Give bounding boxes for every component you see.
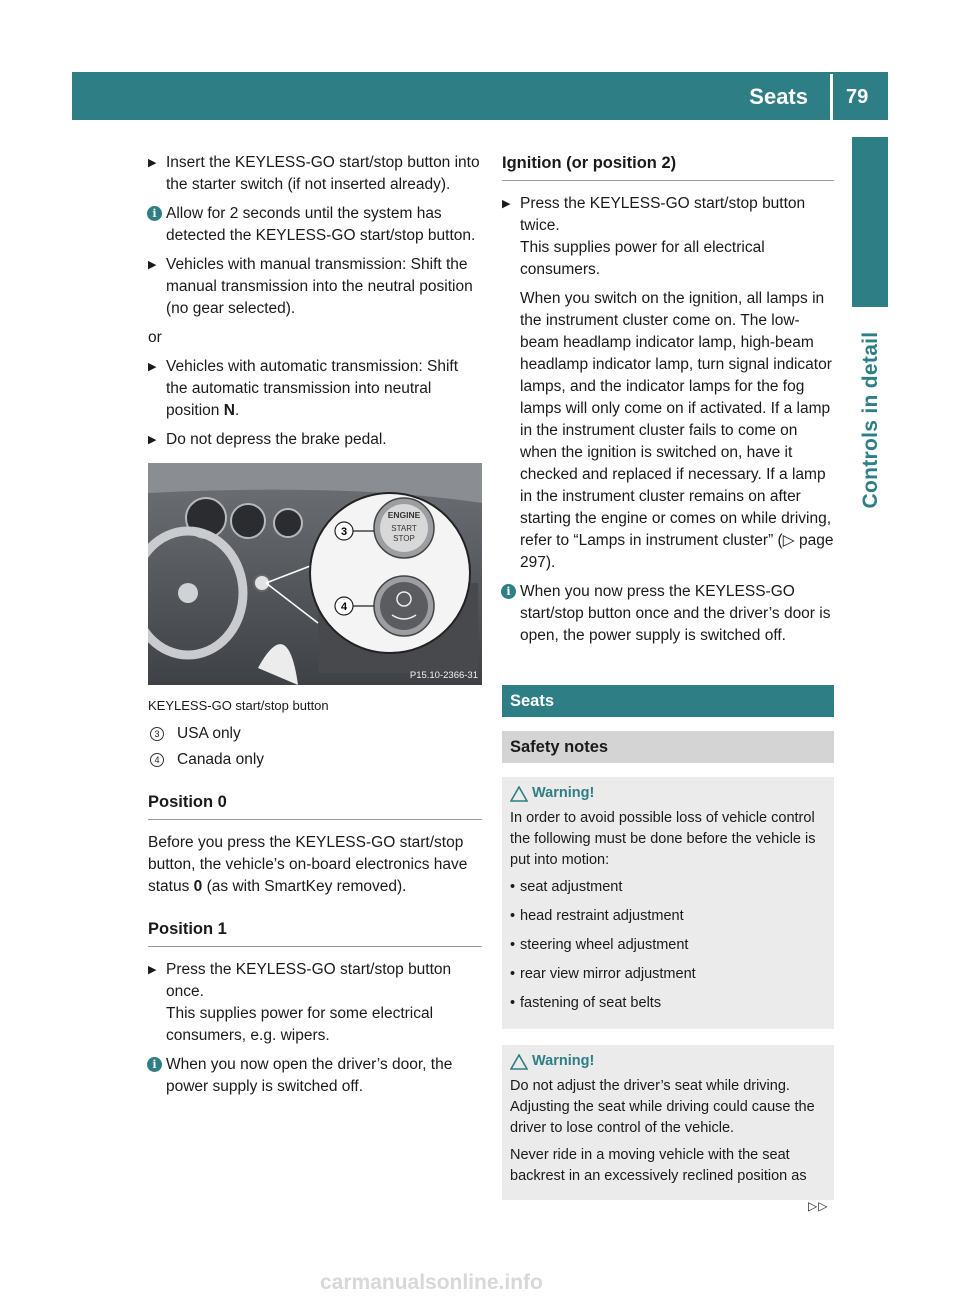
warning-triangle-icon — [510, 786, 528, 802]
info-note: i Allow for 2 seconds until the system has detected the KEYLESS-GO start/stop button. — [148, 203, 482, 247]
warning-text: Do not adjust the driver’s seat while driving. Adjusting the seat while driving could cause the driver to lose control of the vehicle. — [510, 1078, 815, 1136]
legend-number: 3 — [150, 727, 164, 741]
step-manual-transmission: ▶ Vehicles with manual transmission: Shift the manual transmission into the neutral position (no gear selected). — [148, 256, 473, 317]
step-arrow-icon: ▶ — [148, 157, 157, 169]
info-icon: i — [147, 206, 162, 221]
legend-label: USA only — [177, 725, 241, 742]
chapter-side-tab — [855, 320, 887, 520]
step-press-once: ▶ Press the KEYLESS-GO start/stop button once. This supplies power for some electrical consumers, e.g. wipers. — [148, 961, 452, 1044]
legend-label: Canada only — [177, 751, 265, 768]
chapter-label: Controls in detail — [859, 331, 882, 509]
position-0-text: Before you press the KEYLESS-GO start/stop button, the vehicle’s on-board electronics have status 0 (as with SmartKey removed). — [148, 834, 468, 895]
continue-arrows-icon: ▷▷ — [808, 1199, 829, 1213]
section-band-seats: Seats — [502, 685, 834, 717]
step-insert-key: ▶ Insert the KEYLESS-GO start/stop button into the starter switch (if not inserted already). — [148, 154, 480, 193]
step-arrow-icon: ▶ — [148, 259, 157, 271]
legend-item — [148, 749, 482, 771]
legend-item — [148, 723, 482, 745]
section-band-safety-notes: Safety notes — [502, 731, 834, 763]
warning-text: Never ride in a moving vehicle with the seat backrest in an excessively reclined position as — [510, 1147, 807, 1184]
list-item: • steering wheel adjustment — [510, 935, 826, 956]
warning-title: Warning! — [510, 1051, 826, 1072]
list-item: • head restraint adjustment — [510, 906, 826, 927]
section-heading-position-0: Position 0 — [148, 791, 482, 820]
warning-box — [502, 777, 834, 1029]
page-ref-arrow-icon: ▷ — [782, 532, 795, 549]
info-icon: i — [501, 584, 516, 599]
page-number: 79 — [846, 86, 869, 108]
info-note: i When you now open the driver’s door, the power supply is switched off. — [148, 1054, 482, 1098]
figure-caption: KEYLESS-GO start/stop button — [148, 698, 329, 713]
callout-4: 4 — [340, 601, 348, 613]
step-press-twice: ▶ Press the KEYLESS-GO start/stop button twice. This supplies power for all electrical consumers. When you switch on the ignition, all lamps in the instrument cluster come on. The low-beam headlamp indicator lamp, high-beam headlamp indicator lamp, turn signal indicator lamps, and the indicator lamps for the fog lamps will only come on if activated. If a lamp in the instrument cluster fails to come on when the ignition is switched on, have it checked and replaced if necessary. If a lamp in the instrument cluster remains on after starting the engine or comes on while driving, refer to “Lamps in instrument cluster” (▷ page 297). — [502, 193, 834, 574]
step-arrow-icon: ▶ — [148, 434, 157, 446]
right-column — [502, 152, 834, 1200]
warning-title: Warning! — [510, 783, 826, 804]
step-arrow-icon: ▶ — [502, 198, 511, 210]
watermark: carmanualsonline.info — [320, 1271, 543, 1294]
step-arrow-icon: ▶ — [148, 361, 157, 373]
start-label: START — [391, 524, 417, 533]
step-automatic-transmission: ▶ Vehicles with automatic transmission: Shift the automatic transmission into neutral position N. — [148, 358, 459, 419]
list-item: • fastening of seat belts — [510, 993, 826, 1014]
figure-code: P15.10-2366-31 — [409, 670, 478, 681]
ignition-description: When you switch on the ignition, all lamps in the instrument cluster come on. The low-beam headlamp indicator lamp, high-beam headlamp indicator lamp, turn signal indicator lamps, and the indicator lamps for the fog lamps will only come on if activated. If a lamp in the instrument cluster fails to come on when the ignition is switched on, have it checked and replaced if necessary. If a lamp in the instrument cluster remains on after starting the engine or comes on while driving, refer to “Lamps in instrument cluster” (▷ page 297). — [520, 290, 834, 571]
legend-number: 4 — [150, 753, 164, 767]
info-icon: i — [147, 1057, 162, 1072]
engine-label: ENGINE — [387, 510, 421, 520]
list-item: • seat adjustment — [510, 877, 826, 898]
header-separator — [830, 74, 833, 120]
or-text: or — [148, 329, 162, 346]
stop-label: STOP — [393, 534, 415, 543]
callout-3: 3 — [340, 526, 348, 538]
section-heading-position-1: Position 1 — [148, 918, 482, 947]
dashboard-figure — [148, 463, 482, 685]
section-heading-ignition: Ignition (or position 2) — [502, 152, 834, 181]
warning-box — [502, 1045, 834, 1200]
step-arrow-icon: ▶ — [148, 964, 157, 976]
list-item: • rear view mirror adjustment — [510, 964, 826, 985]
dashboard-illustration — [148, 463, 482, 685]
step-brake: ▶ Do not depress the brake pedal. — [148, 429, 482, 451]
warning-triangle-icon — [510, 1054, 528, 1070]
left-column — [148, 152, 482, 1105]
page-reference-link[interactable]: page 297). — [520, 532, 834, 571]
page-title: Seats — [749, 84, 808, 109]
chapter-tab-block — [852, 137, 888, 307]
info-note: i When you now press the KEYLESS-GO start/stop button once and the driver’s door is open, the power supply is switched off. — [502, 581, 834, 647]
warning-text: In order to avoid possible loss of vehicle control the following must be done before the vehicle is put into motion: — [510, 810, 816, 868]
